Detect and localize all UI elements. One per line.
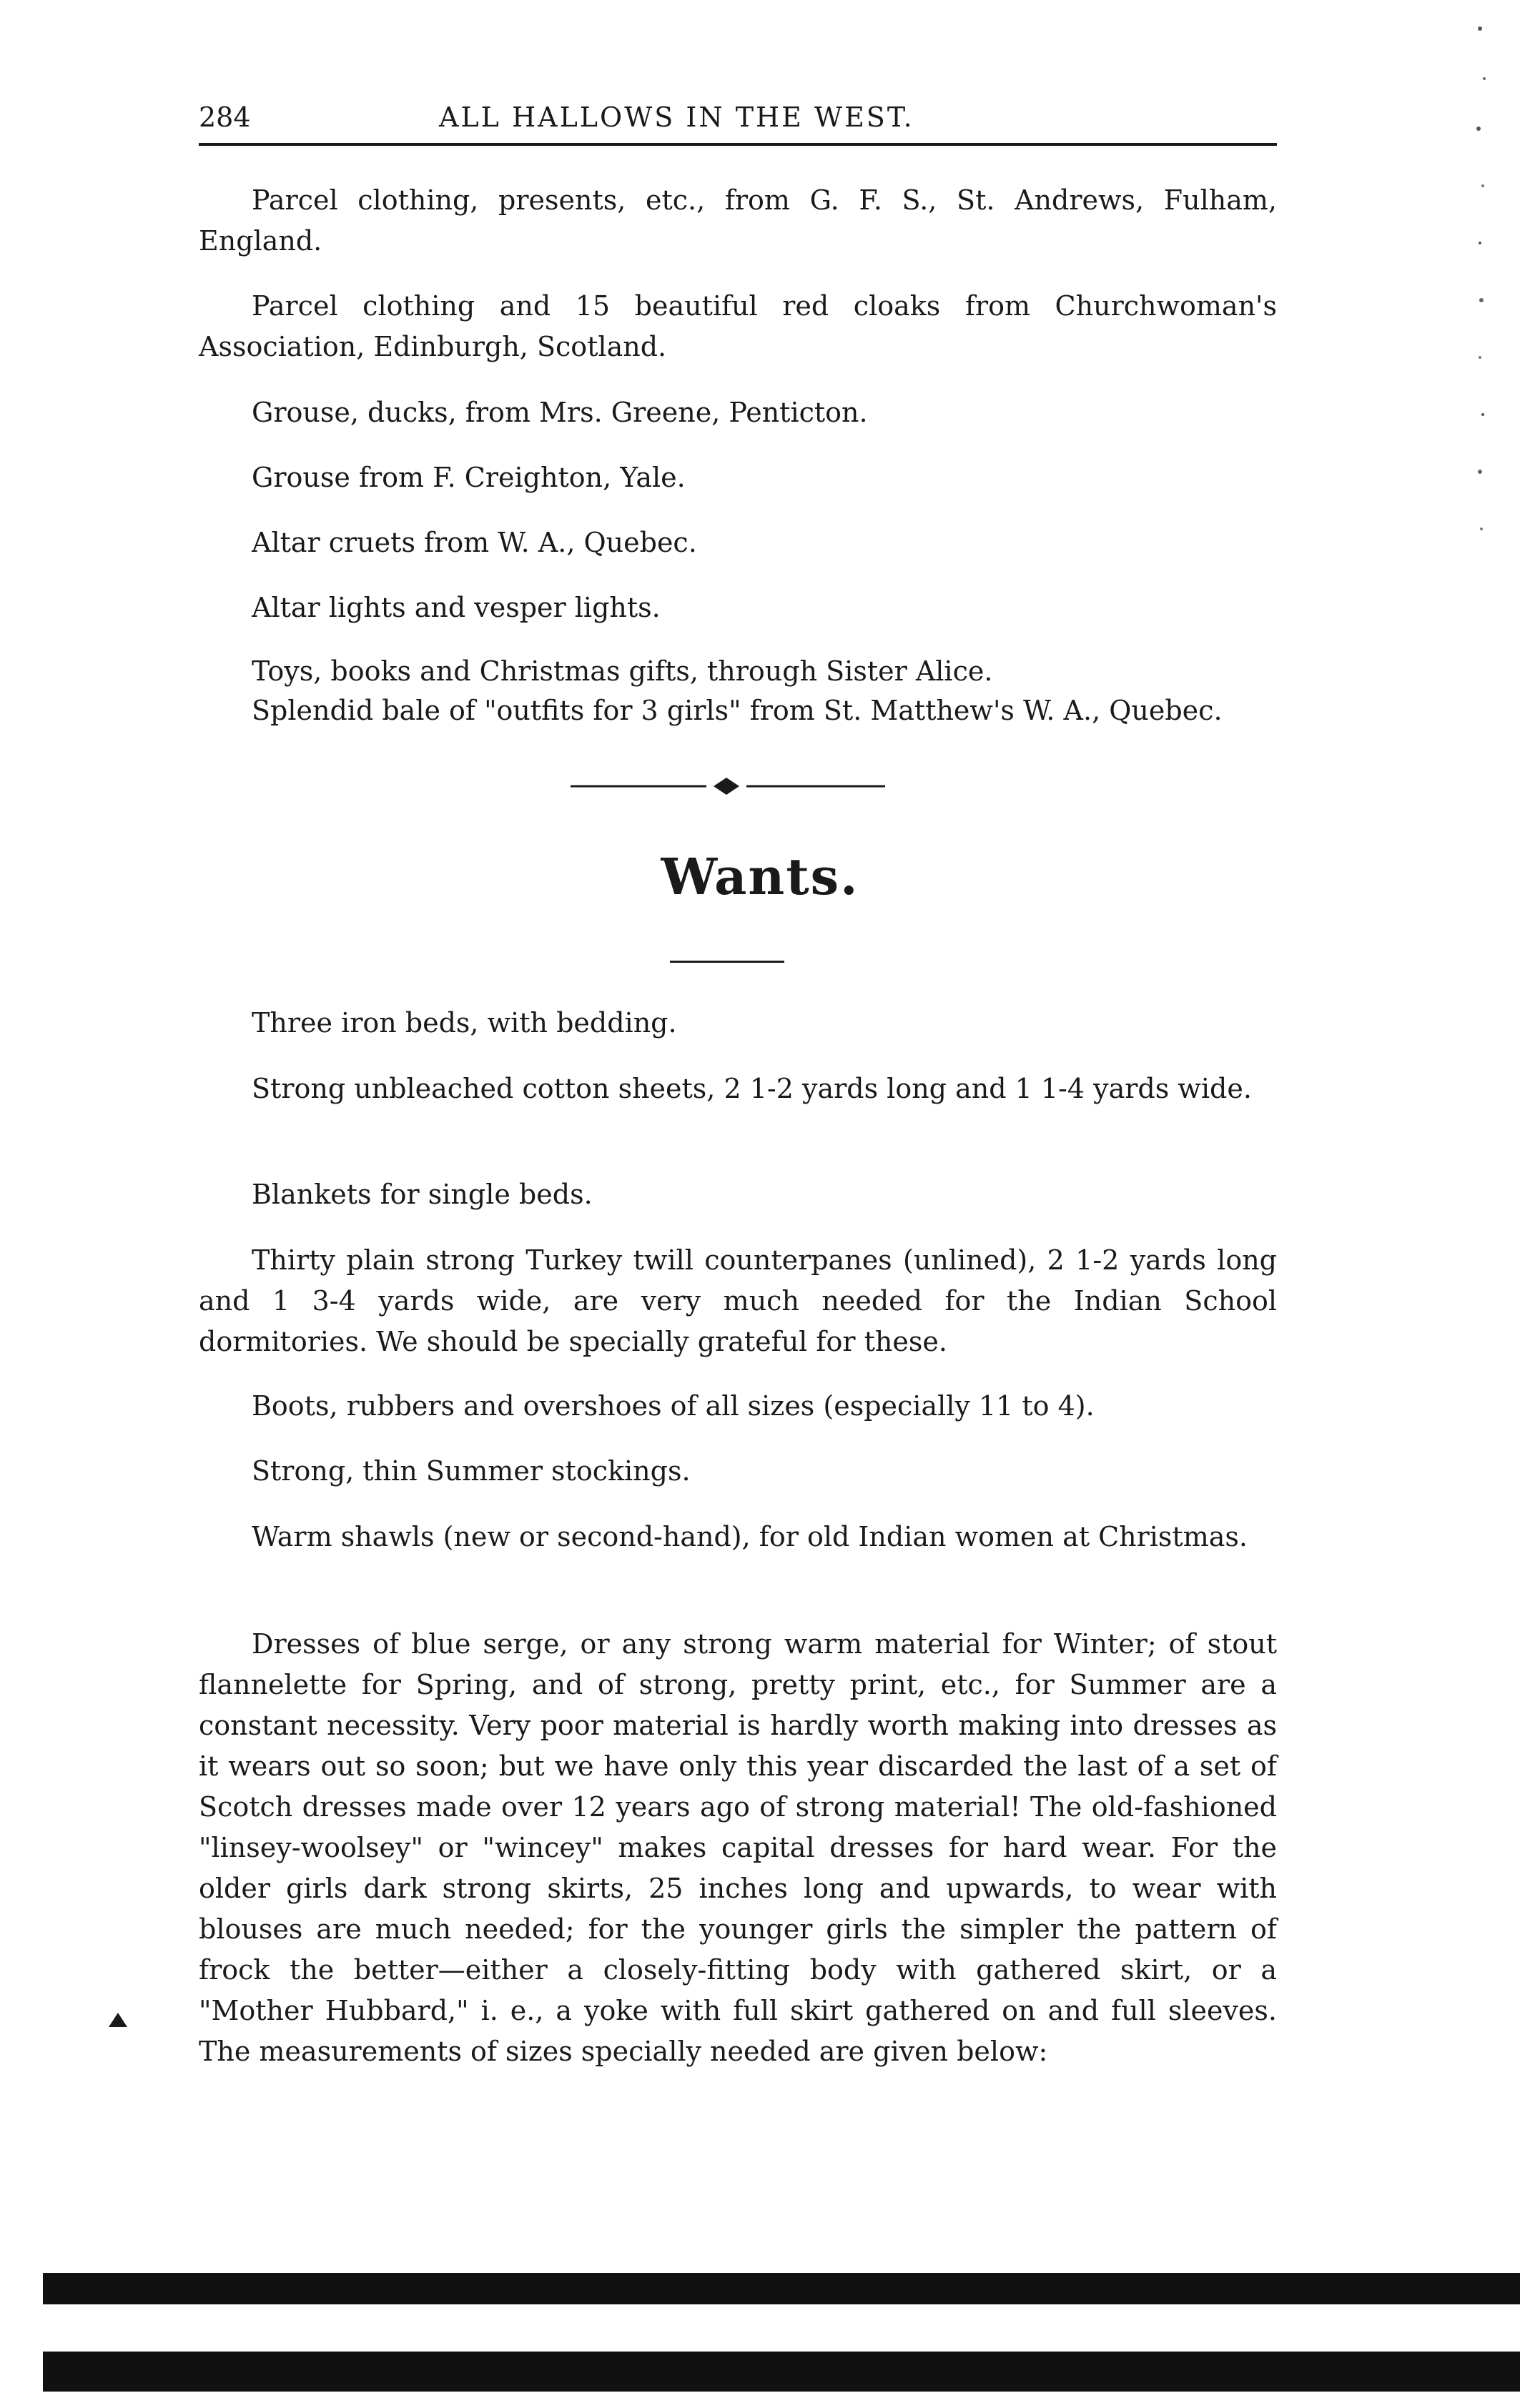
wants-item: Strong unbleached cotton sheets, 2 1-2 yards long and 1 1-4 yards wide. [252,1073,1252,1104]
acknowledgement-item: Altar cruets from W. A., Quebec. [252,527,697,558]
wants-item: Blankets for single beds. [252,1179,593,1210]
page-header [199,100,1277,146]
acknowledgement-item: Toys, books and Christmas gifts, through Sister Alice. [252,655,993,687]
wants-item: Three iron beds, with bedding. [252,1007,677,1039]
margin-scan-speckles [1459,0,1501,572]
wants-item: Strong, thin Summer stockings. [252,1455,691,1487]
page-number: 284 [199,101,251,133]
margin-mark-icon [107,2011,129,2033]
acknowledgement-item: Splendid bale of "outfits for 3 girls" from St. Matthew's W. A., Quebec. [252,695,1223,726]
section-title: Wants. [661,847,859,906]
acknowledgement-item: Grouse from F. Creighton, Yale. [252,462,686,493]
acknowledgement-item: Parcel clothing and 15 beautiful red cloaks from Churchwoman's Association, Edinburgh, Scotland. [199,290,1277,362]
running-title: ALL HALLOWS IN THE WEST. [439,101,914,133]
scan-edge-bar [43,2273,1520,2304]
acknowledgement-item: Parcel clothing, presents, etc., from G. F. S., St. Andrews, Fulham, England. [199,184,1277,257]
section-divider-ornament [571,773,885,799]
title-underline [670,961,784,963]
wants-item: Boots, rubbers and overshoes of all sizes (especially 11 to 4). [252,1390,1095,1422]
wants-item: Warm shawls (new or second-hand), for old Indian women at Christmas. [252,1521,1248,1552]
acknowledgement-item: Grouse, ducks, from Mrs. Greene, Penticton. [252,397,868,428]
acknowledgement-item: Altar lights and vesper lights. [252,592,661,623]
scan-edge-bar [43,2352,1520,2392]
wants-item: Dresses of blue serge, or any strong warm material for Winter; of stout flannelette for Spring, and of strong, pretty print, etc., for Summer are a constant necessity. Very poor material is hardly worth making into dresses as it wears out so soon; but we have only this year discarded the last of a set of Scotch dresses made over 12 years ago of strong material! The old-fashioned "linsey-woolsey" or "wincey" makes capital dresses for hard wear. For the older girls dark strong skirts, 25 inches long and upwards, to wear with blouses are much needed; for the younger girls the simpler the pattern of frock the better—either a closely-fitting body with gathered skirt, or a "Mother Hubbard," i. e., a yoke with full skirt gathered on and full sleeves. The measurements of sizes specially needed are given below: [199,1628,1277,2067]
wants-item: Thirty plain strong Turkey twill counterpanes (unlined), 2 1-2 yards long and 1 3-4 yards wide, are very much needed for the Indian School dormitories. We should be specially grateful for these. [199,1244,1277,1357]
